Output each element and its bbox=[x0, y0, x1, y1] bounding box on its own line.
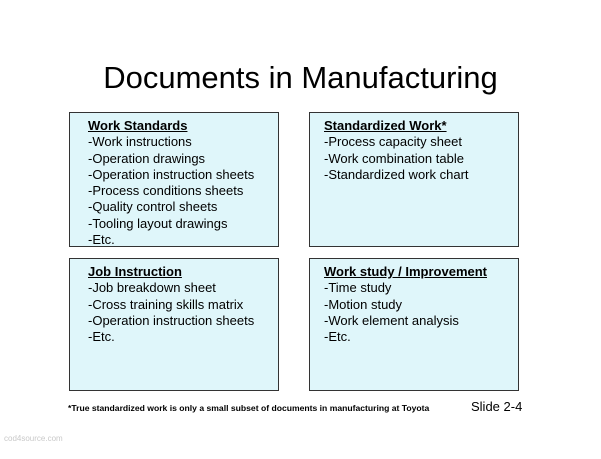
slide-title: Documents in Manufacturing bbox=[103, 60, 498, 95]
box-standardized-work bbox=[309, 112, 519, 247]
list-item: -Process conditions sheets bbox=[88, 183, 244, 199]
box-heading: Work Standards bbox=[88, 118, 188, 133]
list-item: -Work element analysis bbox=[324, 312, 459, 328]
box-list bbox=[88, 134, 278, 247]
list-item: -Job breakdown sheet bbox=[88, 280, 216, 296]
box-work-study-improvement bbox=[309, 258, 519, 391]
box-list bbox=[324, 134, 518, 183]
box-job-instruction bbox=[69, 258, 279, 391]
list-item: -Work instructions bbox=[88, 134, 192, 150]
list-item: -Operation drawings bbox=[88, 150, 206, 166]
footnote: *True standardized work is only a small subset of documents in manufacturing at Toyota bbox=[68, 403, 430, 413]
box-heading: Work study / Improvement bbox=[324, 264, 488, 279]
list-item: -Etc. bbox=[88, 329, 115, 345]
list-item: -Tooling layout drawings bbox=[88, 215, 228, 231]
list-item: -Cross training skills matrix bbox=[88, 296, 244, 312]
list-item: -Quality control sheets bbox=[88, 199, 218, 215]
box-work-standards bbox=[69, 112, 279, 247]
box-list bbox=[88, 280, 278, 345]
list-item: -Process capacity sheet bbox=[324, 134, 463, 150]
list-item: -Time study bbox=[324, 280, 392, 296]
box-heading: Standardized Work* bbox=[324, 118, 447, 133]
list-item: -Motion study bbox=[324, 296, 403, 312]
list-item: -Operation instruction sheets bbox=[88, 312, 255, 328]
box-heading: Job Instruction bbox=[88, 264, 182, 279]
list-item: -Standardized work chart bbox=[324, 166, 469, 182]
list-item: -Work combination table bbox=[324, 150, 464, 166]
list-item: -Operation instruction sheets bbox=[88, 166, 255, 182]
list-item: -Etc. bbox=[324, 329, 351, 345]
slide-number: Slide 2-4 bbox=[471, 399, 523, 414]
watermark: cod4source.com bbox=[4, 434, 63, 443]
box-list bbox=[324, 280, 518, 345]
list-item: -Etc. bbox=[88, 232, 115, 247]
